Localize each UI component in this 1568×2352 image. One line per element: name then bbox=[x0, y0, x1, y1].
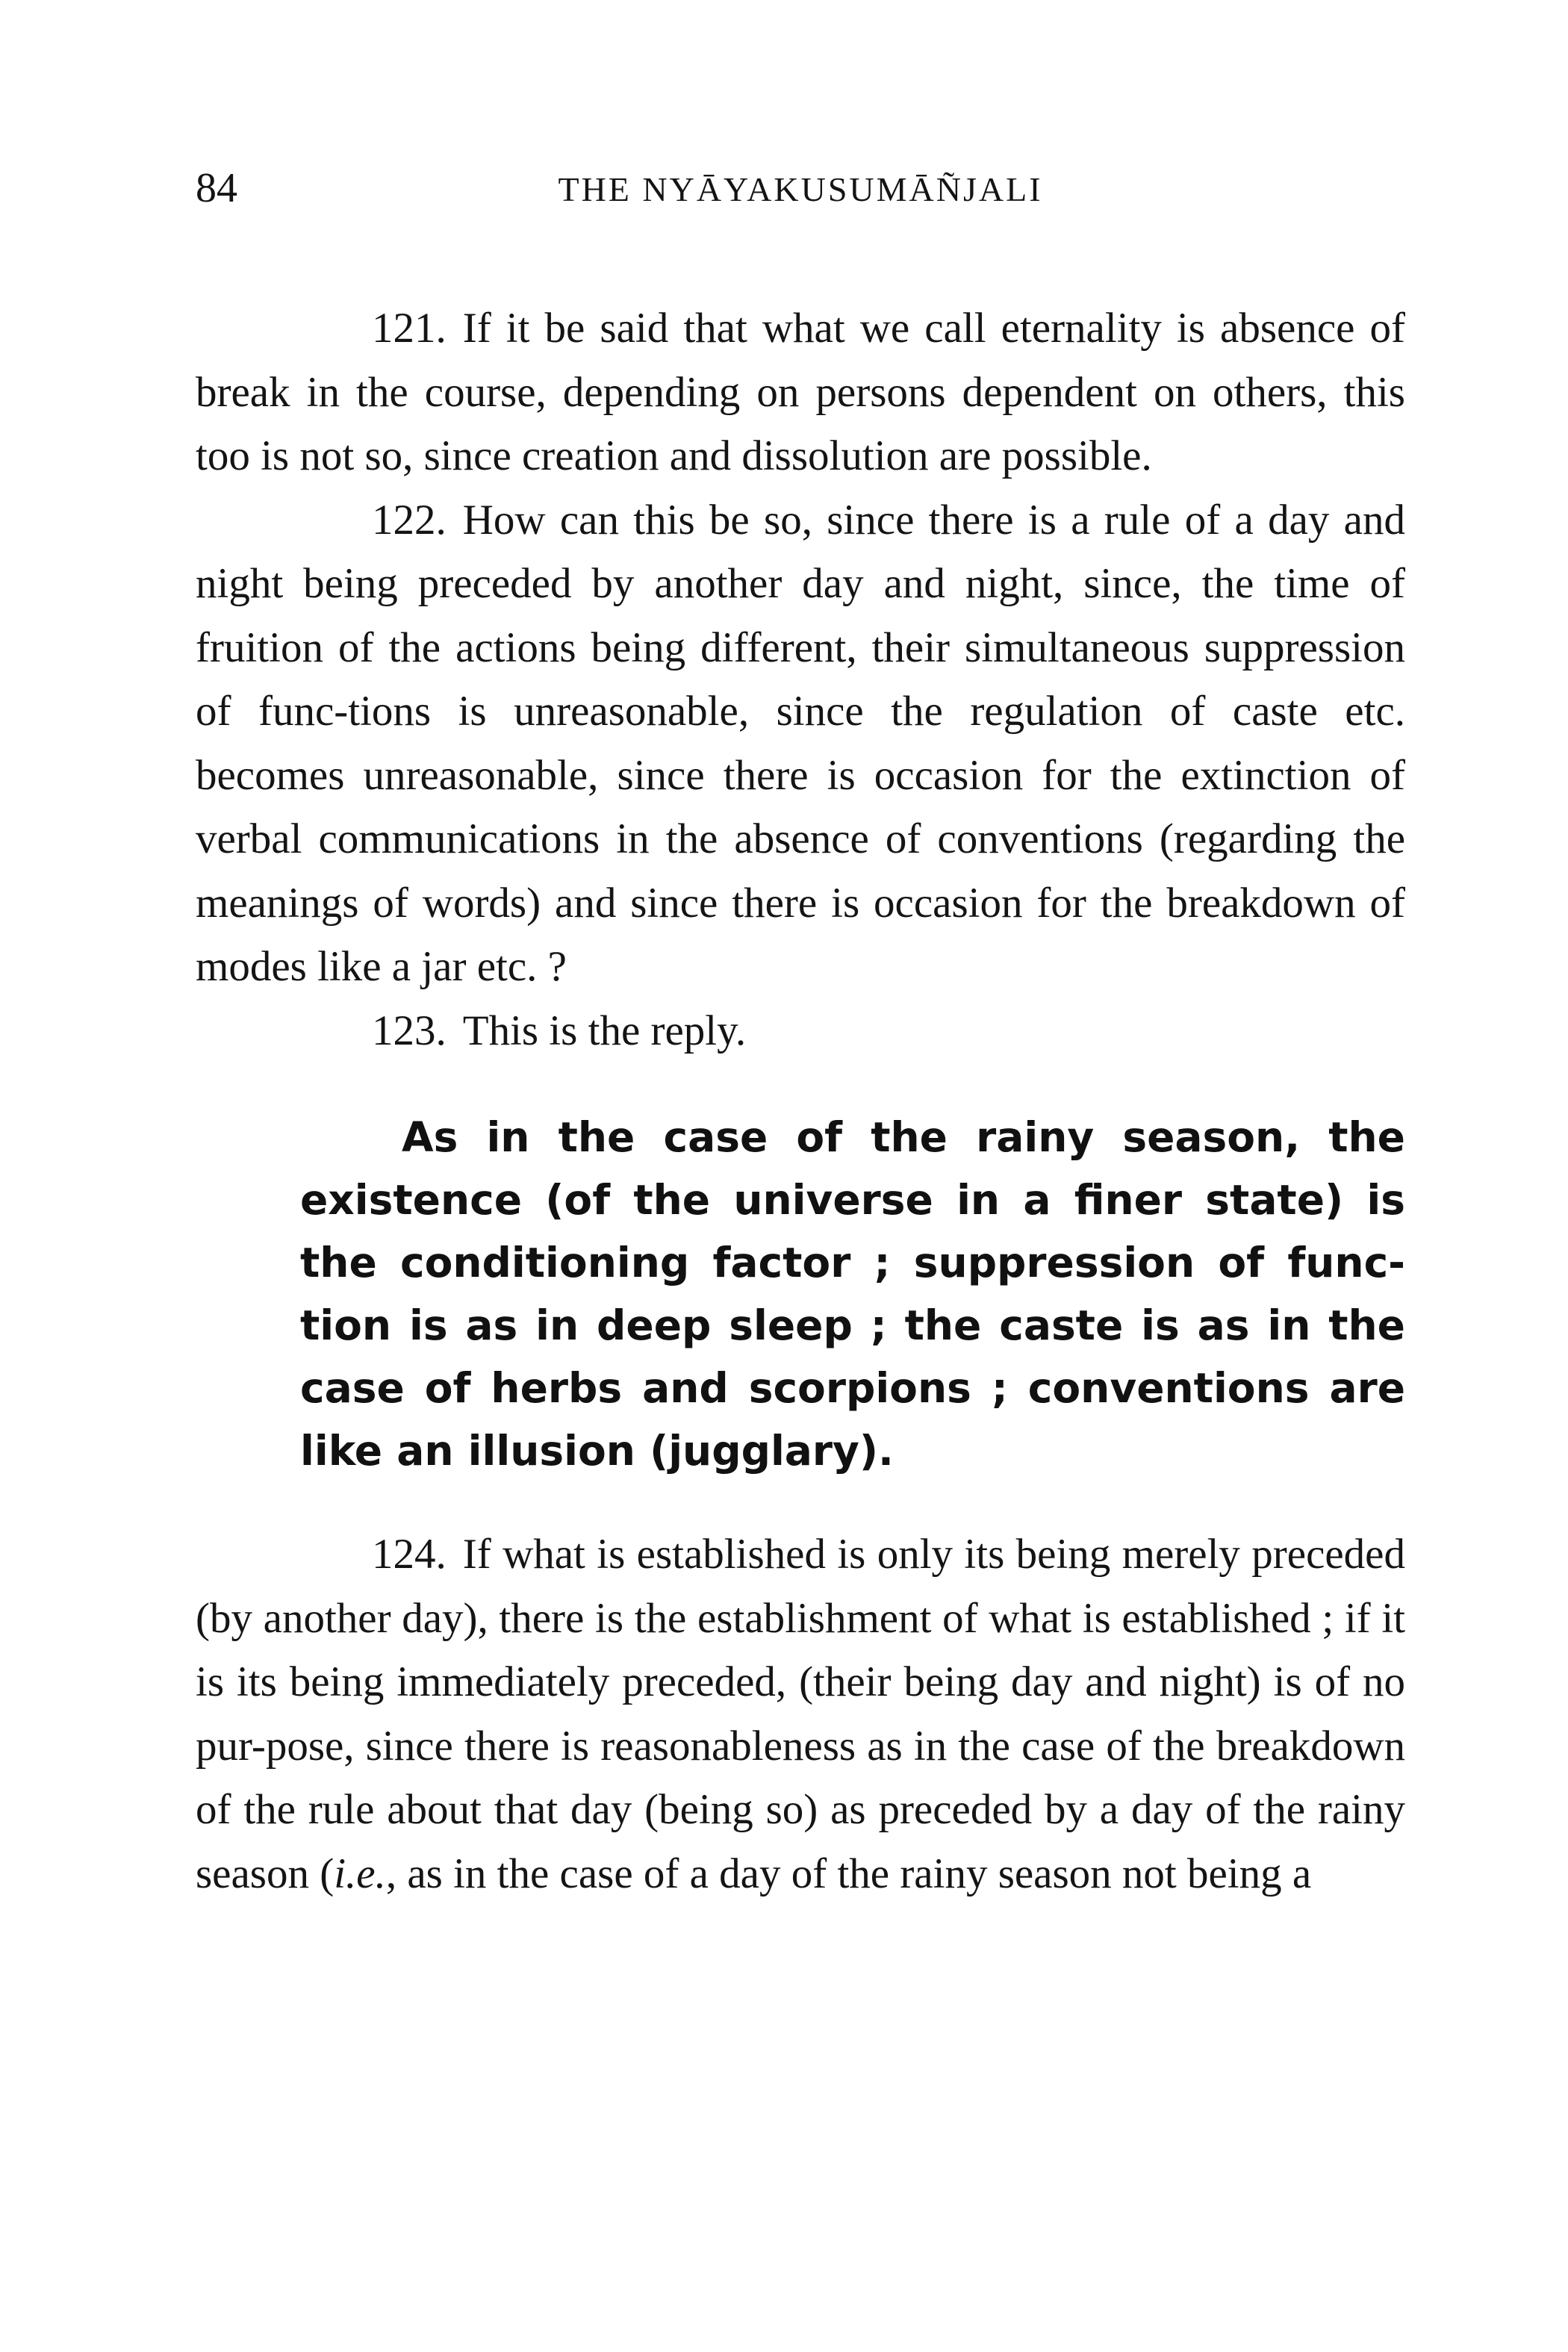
verse-block: As in the case of the rainy season, the existence (of the universe in a finer state) is the conditioning factor ; suppression of func-tion is as in deep sleep ; the caste is as in the case of herbs and scorpions ; conventions are like an illusion (jugglary). bbox=[300, 1113, 1405, 1475]
paragraph-number: 122. bbox=[372, 496, 447, 544]
paragraph-124 bbox=[196, 1522, 1405, 1905]
paragraph-121 bbox=[196, 296, 1405, 488]
paragraph-text: How can this be so, since there is a rule of a day and night being preceded by another day and night, since, the time of fruition of the actions being different, their simultaneous suppression of func-tions is unreasonable, since the regulation of caste etc. becomes unreasonable, since there is occasion for the extinction of verbal communications in the absence of conventions (regarding the meanings of words) and since there is occasion for the breakdown of modes like a jar etc. ? bbox=[196, 496, 1405, 990]
paragraph-123 bbox=[196, 999, 1405, 1063]
paragraph-text: If it be said that what we call eternality is absence of break in the course, depending on persons dependent on others, this too is not so, since creation and dissolution are possible. bbox=[196, 305, 1405, 479]
running-title: THE NYĀYAKUSUMĀÑJALI bbox=[558, 170, 1043, 208]
paragraph-number: 123. bbox=[372, 1007, 447, 1054]
book-page bbox=[196, 166, 1405, 1905]
paragraph-text: This is the reply. bbox=[462, 1007, 747, 1054]
paragraph-number: 121. bbox=[372, 305, 447, 352]
paragraph-text-continued: , as in the case of a day of the rainy season not being a bbox=[385, 1849, 1312, 1897]
paragraph-text: If what is established is only its being merely preceded (by another day), there is the establishment of what is established ; if it is its being immediately preceded, (their being day and night) is of no pur-pose, since there is reasonableness as in the case of the breakdown of the rule about that day (being so) as preceded by a day of the rainy season ( bbox=[196, 1531, 1405, 1897]
italic-abbreviation: i.e. bbox=[334, 1849, 386, 1897]
running-head bbox=[196, 166, 1405, 237]
paragraph-122 bbox=[196, 488, 1405, 999]
page-number: 84 bbox=[196, 165, 237, 211]
paragraph-number: 124. bbox=[372, 1531, 447, 1578]
